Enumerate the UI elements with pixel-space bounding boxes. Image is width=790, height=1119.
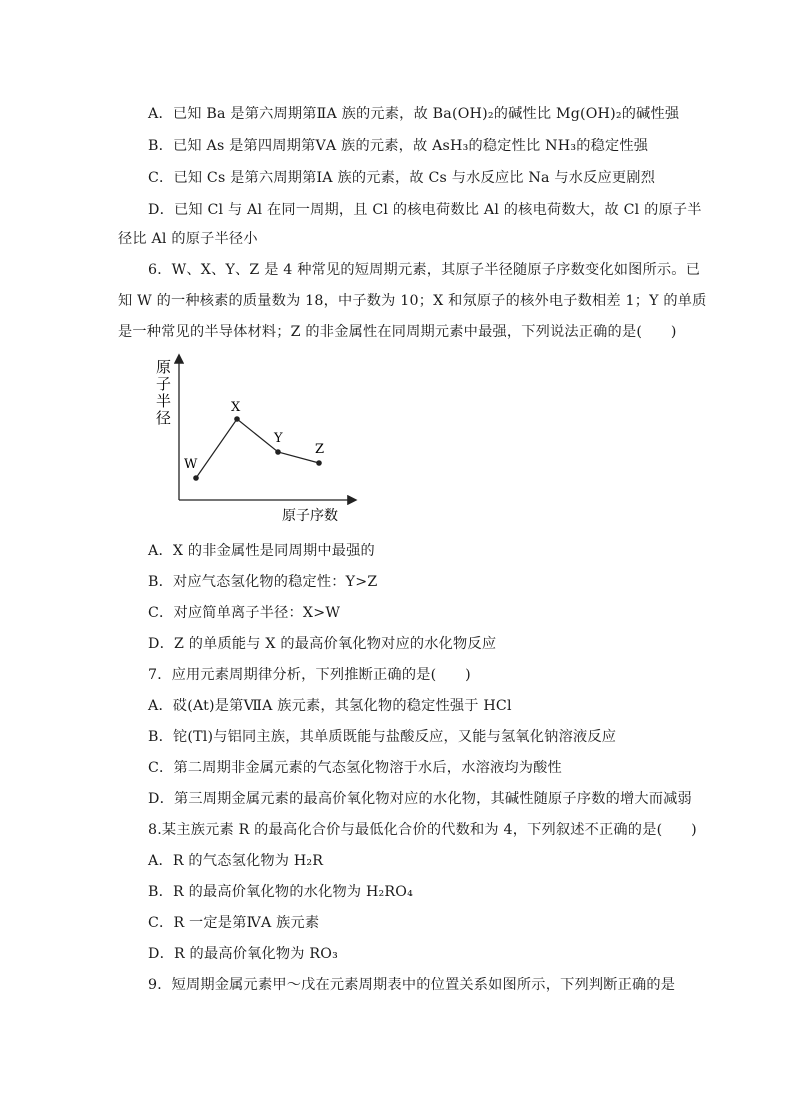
point-x-label: X — [231, 400, 241, 415]
q8-option-c: C．R 一定是第ⅣA 族元素 — [148, 915, 320, 931]
q5-option-c: C．已知 Cs 是第六周期第ⅠA 族的元素，故 Cs 与水反应比 Na 与水反应更剧烈 — [148, 170, 656, 186]
q7-option-d: D．第三周期金属元素的最高价氧化物对应的水化物，其碱性随原子序数的增大而减弱 — [148, 791, 692, 807]
y-axis-label-char-3: 半 — [156, 392, 172, 410]
q7-option-a: A．砹(At)是第ⅦA 族元素，其氢化物的稳定性强于 HCl — [148, 698, 512, 714]
q5-option-b: B．已知 As 是第四周期第ⅤA 族的元素，故 AsH₃的稳定性比 NH₃的稳定性强 — [148, 138, 649, 154]
y-axis-label-char-2: 子 — [156, 375, 172, 393]
point-w — [193, 475, 199, 481]
q6-option-c: C．对应简单离子半径：X>W — [148, 605, 341, 621]
x-axis-label: 原子序数 — [282, 508, 338, 524]
point-y-label: Y — [274, 431, 283, 446]
y-axis-label-char-1: 原 — [156, 358, 172, 376]
q5-option-d-line2: 径比 Al 的原子半径小 — [118, 231, 258, 247]
q8-stem: 8.某主族元素 R 的最高化合价与最低化合价的代数和为 4，下列叙述不正确的是( ) — [148, 822, 697, 838]
radius-line — [196, 419, 319, 478]
point-y — [275, 449, 281, 455]
q6-option-b: B．对应气态氢化物的稳定性：Y>Z — [148, 574, 378, 590]
q7-option-b: B．铊(Tl)与铝同主族，其单质既能与盐酸反应，又能与氢氧化钠溶液反应 — [148, 729, 617, 745]
q6-option-d: D．Z 的单质能与 X 的最高价氧化物对应的水化物反应 — [148, 636, 497, 652]
q7-stem: 7．应用元素周期律分析，下列推断正确的是( ) — [148, 667, 471, 683]
q6-option-a: A．X 的非金属性是同周期中最强的 — [148, 543, 375, 559]
q9-stem: 9．短周期金属元素甲～戊在元素周期表中的位置关系如图所示，下列判断正确的是 — [148, 977, 676, 993]
point-x — [234, 416, 240, 422]
point-z-label: Z — [315, 442, 325, 457]
q8-option-d: D．R 的最高价氧化物为 RO₃ — [148, 946, 338, 962]
y-axis-label-char-4: 径 — [156, 409, 172, 427]
point-z — [316, 460, 322, 466]
q5-option-a: A．已知 Ba 是第六周期第ⅡA 族的元素，故 Ba(OH)₂的碱性比 Mg(OH)₂的碱性强 — [148, 106, 680, 122]
atomic-radius-figure — [148, 348, 363, 530]
q8-option-a: A．R 的气态氢化物为 H₂R — [148, 853, 324, 869]
q6-stem-line2: 知 W 的一种核素的质量数为 18，中子数为 10；X 和氖原子的核外电子数相差 1；Y 的单质 — [118, 293, 707, 309]
q5-option-d-line1: D．已知 Cl 与 Al 在同一周期，且 Cl 的核电荷数比 Al 的核电荷数大，故 Cl 的原子半 — [148, 202, 702, 218]
q6-stem-line3: 是一种常见的半导体材料；Z 的非金属性在同周期元素中最强，下列说法正确的是( ) — [118, 324, 677, 340]
q7-option-c: C．第二周期非金属元素的气态氢化物溶于水后，水溶液均为酸性 — [148, 760, 562, 776]
point-w-label: W — [184, 457, 198, 472]
q6-stem-line1: 6．W、X、Y、Z 是 4 种常见的短周期元素，其原子半径随原子序数变化如图所示。已 — [148, 262, 701, 278]
q8-option-b: B．R 的最高价氧化物的水化物为 H₂RO₄ — [148, 884, 414, 900]
